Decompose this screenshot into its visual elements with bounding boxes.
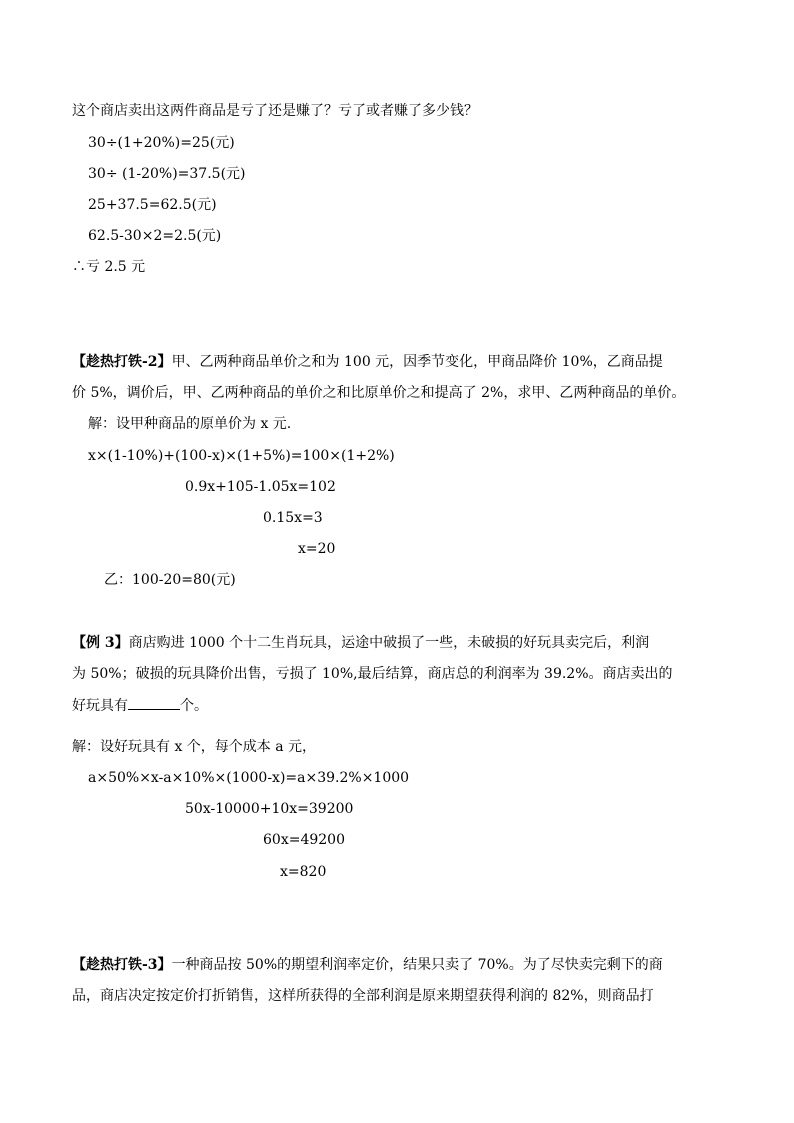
problem-text-line (72, 695, 208, 716)
problem-tag: 【例 3】 (72, 635, 129, 651)
answer-blank (128, 695, 180, 710)
problem-text: 一种商品按 50%的期望利润率定价，结果只卖了 70%。为了尽快卖完剩下的商 (171, 957, 663, 973)
problem-tag: 【趁热打铁-3】 (72, 957, 172, 973)
problem-text: 好玩具有 (72, 698, 128, 714)
calc-step: 62.5-30×2=2.5(元) (88, 228, 222, 244)
problem-tag: 【趁热打铁-2】 (72, 354, 172, 370)
problem-text: 甲、乙两种商品单价之和为 100 元，因季节变化，甲商品降价 10%，乙商品提 (171, 354, 663, 370)
calc-step: 30÷(1+20%)=25(元) (88, 135, 235, 151)
question-text: 这个商店卖出这两件商品是亏了还是赚了？亏了或者赚了多少钱？ (72, 103, 478, 119)
problem-text-line: 为 50%；破损的玩具降价出售，亏损了 10%,最后结算，商店总的利润率为 39.2%。商店卖出的 (72, 666, 673, 682)
problem-text-line: 价 5%，调价后，甲、乙两种商品的单价之和比原单价之和提高了 2%，求甲、乙两种商品的单价。 (72, 385, 686, 401)
equation-step: x=820 (280, 864, 327, 880)
equation-step: x×(1-10%)+(100-x)×(1+5%)=100×(1+2%) (88, 448, 395, 464)
problem-statement (72, 352, 663, 372)
equation-step: x=20 (298, 541, 336, 557)
problem-statement (72, 633, 649, 653)
solution-intro: 解：设甲种商品的原单价为 x 元. (88, 416, 292, 432)
equation-step: 0.9x+105-1.05x=102 (185, 479, 336, 495)
equation-step: 60x=49200 (263, 832, 345, 848)
solution-intro: 解：设好玩具有 x 个，每个成本 a 元， (72, 739, 317, 755)
calc-step: 25+37.5=62.5(元) (88, 197, 217, 213)
equation-step: 50x-10000+10x=39200 (185, 801, 354, 817)
equation-step: a×50%×x-a×10%×(1000-x)=a×39.2%×1000 (88, 770, 410, 786)
problem-statement (72, 955, 663, 975)
answer-line: 乙：100-20=80(元) (104, 572, 236, 588)
calc-step: 30÷ (1-20%)=37.5(元) (88, 166, 246, 182)
equation-step: 0.15x=3 (263, 510, 323, 526)
problem-text: 商店购进 1000 个十二生肖玩具，运途中破损了一些，未破损的好玩具卖完后，利润 (128, 635, 650, 651)
problem-text: 个。 (180, 698, 208, 714)
conclusion-text: ∴亏 2.5 元 (72, 259, 146, 275)
problem-text-line: 品，商店决定按定价打折销售，这样所获得的全部利润是原来期望获得利润的 82%，则商品打 (72, 988, 654, 1004)
